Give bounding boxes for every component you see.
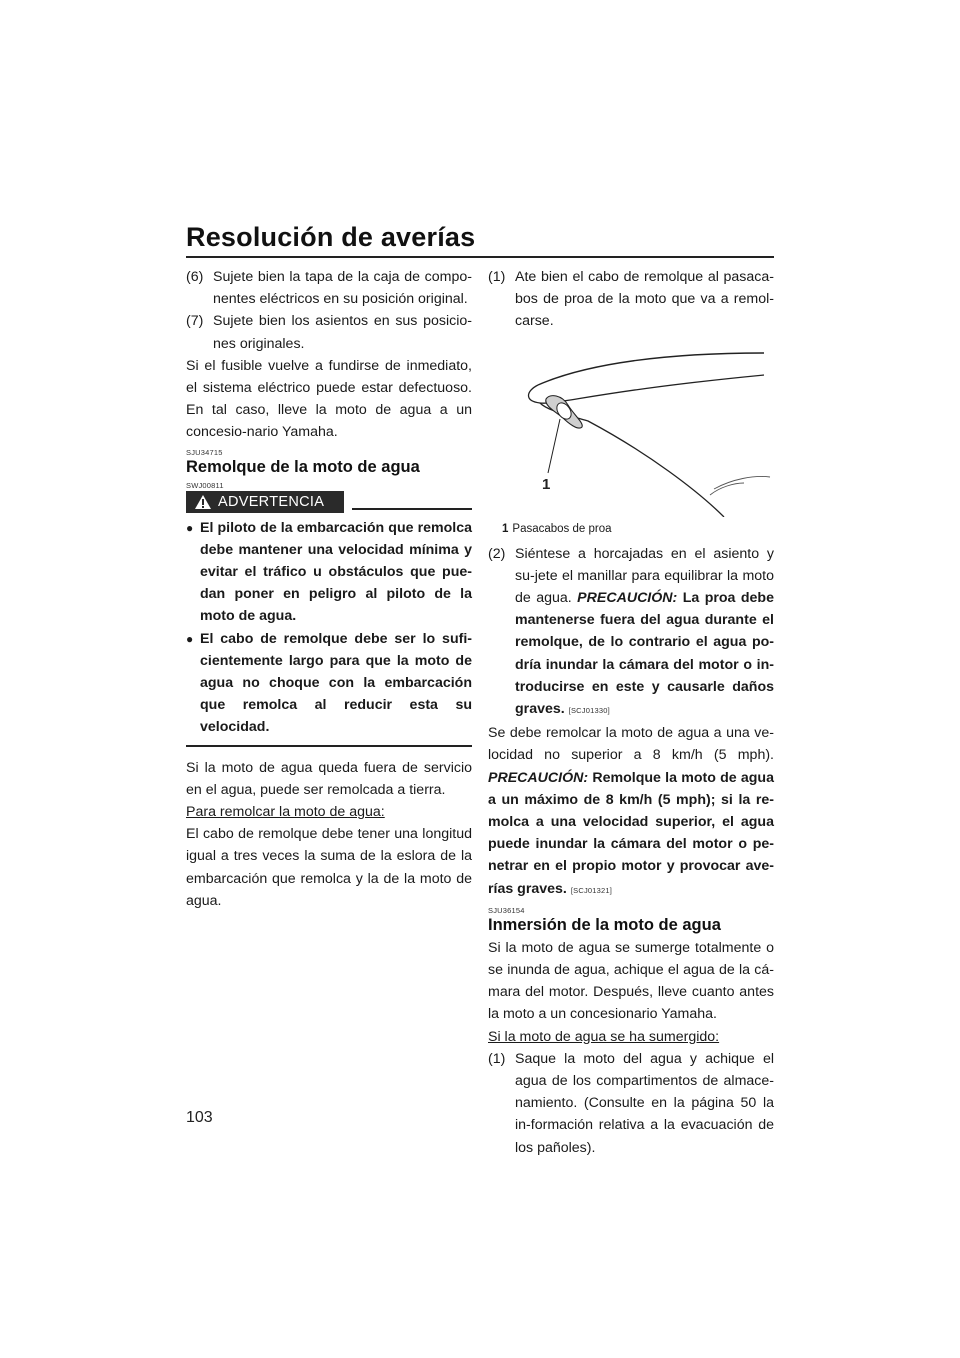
warning-header	[186, 491, 472, 513]
step-text: Siéntese a horcajadas en el asiento y su-jete el manillar para equilibrar la moto de agua. PRECAUCIÓN: La proa debe mantenerse fuera del agua durante el remolque, de lo contrario el agua po-dría inundar la cámara del motor o in-troducirse en este y causarle daños graves. [SCJ01330]	[515, 545, 774, 718]
caution-code: [SCJ01321]	[570, 885, 613, 895]
step-text: Ate bien el cabo de remolque al pasaca-bos de proa de la moto que va a remol-carse.	[515, 269, 774, 330]
section-code: SJU34715	[186, 447, 223, 457]
step-text: Sujete bien los asientos en sus posicio-nes originales.	[213, 313, 472, 352]
caution-label: PRECAUCIÓN:	[577, 590, 678, 607]
step-text: Sujete bien la tapa de la caja de compo-nentes eléctricos en su posición original.	[213, 269, 472, 308]
step-number: (2)	[488, 545, 506, 562]
right-column	[488, 266, 774, 1159]
step-1	[488, 266, 774, 333]
caution-code: [SCJ01330]	[568, 706, 610, 716]
sunk-step-1	[488, 1048, 774, 1159]
step-6	[186, 266, 472, 310]
bow-eye-figure	[488, 341, 774, 517]
warning-header-rule	[352, 508, 472, 510]
step-2	[488, 543, 774, 723]
section-title-towing: Remolque de la moto de agua	[186, 457, 420, 476]
section-code: SJU36154	[488, 905, 525, 915]
page-title: Resolución de averías	[186, 222, 476, 252]
warning-label: ADVERTENCIA	[218, 493, 325, 510]
warning-item: ● El piloto de la embarcación que remolca debe mantener una velocidad mínima y evitar el tráfico u obstáculos que pue-dan poner en peligro al piloto de la moto de agua.	[186, 517, 472, 628]
caution-label: PRECAUCIÓN:	[488, 769, 589, 786]
page-number: 103	[186, 1109, 213, 1126]
step-number: (1)	[488, 269, 506, 285]
warning-badge	[186, 491, 344, 513]
immersion-paragraph: Si la moto de agua se sumerge totalmente o se inunda de agua, achique el agua de la cá-mara del motor. Después, lleve cuanto antes la moto a un concesionario Yamaha.	[488, 939, 774, 1023]
step-number: (7)	[186, 313, 204, 330]
step-number: (6)	[186, 269, 204, 285]
warning-end-rule	[186, 745, 472, 747]
warning-item: ● El cabo de remolque debe ser lo sufi-cientemente largo para que la moto de agua no choque con la embarcación que remolca al reducir esta su velocidad.	[186, 628, 472, 739]
tow-heading: Para remolcar la moto de agua:	[186, 804, 385, 821]
outage-paragraph: Si la moto de agua queda fuera de servicio en el agua, puede ser remolcada a tierra.	[186, 759, 472, 798]
rope-paragraph: El cabo de remolque debe tener una longitud igual a tres veces la suma de la eslora de la embarcación que remolca y la de la moto de agua.	[186, 826, 472, 909]
bullet-icon: ●	[186, 520, 194, 535]
caution-text: La proa debe mantenerse fuera del agua durante el remolque, de lo contrario el agua po-dría inundar la cámara del motor o in-troducirse en este y causarle daños graves.	[515, 590, 774, 718]
figure-caption: 1 Pasacabos de proa	[502, 522, 612, 535]
fuse-paragraph: Si el fusible vuelve a fundirse de inmediato, el sistema eléctrico puede estar defectuoso. En tal caso, lleve la moto de agua a un concesio-nario Yamaha.	[186, 357, 472, 441]
warning-code: SWJ00811	[186, 480, 224, 490]
figure-callout: 1	[542, 475, 551, 493]
warning-list	[186, 517, 472, 739]
step-7	[186, 310, 472, 354]
caution-text: Remolque la moto de agua a un máximo de 8 km/h (5 mph); si la re-molca a una velocidad superior, el agua puede inundar la cámara del motor o pe-netrar en el propio motor y provocar ave-rías graves.	[488, 769, 774, 897]
title-rule	[186, 256, 774, 258]
sunk-heading: Si la moto de agua se ha sumergido:	[488, 1028, 720, 1045]
left-column	[186, 266, 472, 912]
section-title-immersion: Inmersión de la moto de agua	[488, 915, 721, 934]
bullet-icon: ●	[186, 631, 194, 646]
warning-triangle-icon	[194, 494, 212, 510]
step-text: Saque la moto del agua y achique el agua de los compartimentos de almace-namiento. (Consulte en la página 50 la in-formación relativa a la evacuación de los pañoles).	[515, 1050, 774, 1156]
step-number: (1)	[488, 1050, 506, 1067]
speed-paragraph: Se debe remolcar la moto de agua a una ve-locidad no superior a 8 km/h (5 mph). PRECAUCIÓN: Remolque la moto de agua a un máximo de 8 km/h (5 mph); si la re-molca a una velocidad superior, el agua puede inundar la cámara del motor o pe-netrar en el propio motor y provocar ave-rías graves. [SCJ01321]	[488, 725, 774, 897]
bow-illustration	[488, 341, 774, 517]
